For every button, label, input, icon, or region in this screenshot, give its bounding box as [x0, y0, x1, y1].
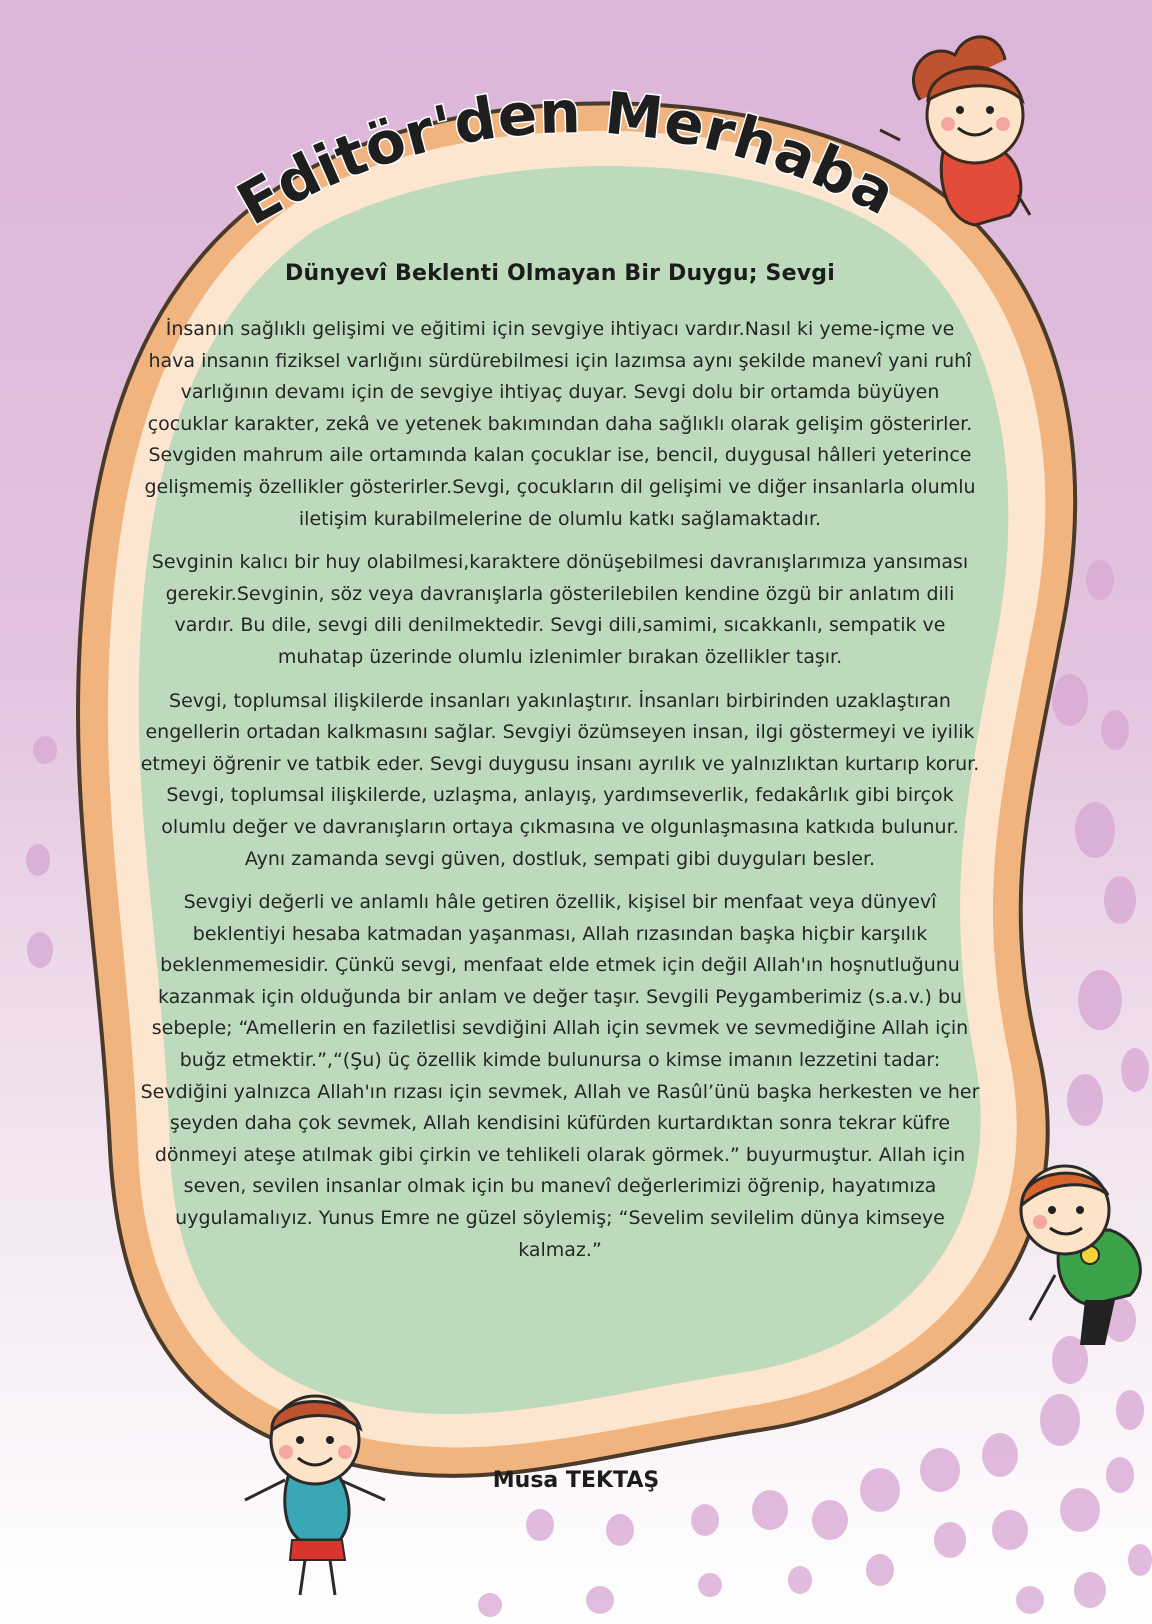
svg-text:Editör'den Merhaba — [226, 78, 907, 238]
article-subtitle: Dünyevî Beklenti Olmayan Bir Duygu; Sevgi — [285, 261, 835, 286]
article-paragraph: İnsanın sağlıklı gelişimi ve eğitimi için sevgiye ihtiyacı vardır.Nasıl ki yeme-içme ve hava insanın fiziksel varlığını sürdürebilmesi için lazımsa aynı şekilde manevî yani ruhî varlığının devamı için de sevgiye ihtiyaç duyar. Sevgi dolu bir ortamda büyüyen çocuklar karakter, zekâ ve yetenek bakımından daha sağlıklı olarak gelişim gösterirler. Sevgiden mahrum aile ortamında kalan çocuklar ise, bencil, duygusal hâlleri yeterince gelişmemiş özellikler gösterirler.Sevgi, çocukların dil gelişimi ve diğer insanlarla olumlu iletişim kurabilmelerine de olumlu katkı sağlamaktadır. — [144, 318, 976, 530]
article-paragraph: Sevgi, toplumsal ilişkilerde insanları yakınlaştırır. İnsanları birbirinden uzaklaştıran engellerin ortadan kalkmasını sağlar. Sevgiyi özümseyen insan, ilgi göstermeyi ve iyilik etmeyi öğrenir ve tatbik eder. Sevgi duygusu insanı ayrılık ve yalnızlıktan kurtarıp korur. Sevgi, toplumsal ilişkilerde, uzlaşma, anlayış, yardımseverlik, fedakârlık gibi birçok olumlu değer ve davranışların ortaya çıkmasına ve olgunlaşmasına katkıda bulunur. Aynı zamanda sevgi güven, dostluk, sempati gibi duyguları besler. — [140, 689, 980, 870]
article — [140, 255, 980, 1278]
article-paragraph: Sevgiyi değerli ve anlamlı hâle getiren özellik, kişisel bir menfaat veya dünyevî beklentiyi hesaba katmadan yaşanması, Allah rızasından başka hiçbir karşılık beklenmemesidir. Çünkü sevgi, menfaat elde etmek için değil Allah'ın hoşnutluğunu kazanmak için olduğunda bir anlam ve değer taşır. Sevgili Peygamberimiz (s.a.v.) bu sebeple; “Amellerin en faziletlisi sevdiğini Allah için sevmek ve sevmediğine Allah için buğz etmektir.”,“(Şu) üç özellik kimde bulunursa o kimse imanın lezzetini tadar: Sevdiğini yalnızca Allah'ın rızası için sevmek, Allah ve Rasûl’ünü başka herkesten ve her şeyden daha çok sevmek, Allah kendisini küfürden kurtardıktan sonra tekrar küfre dönmeyi ateşe atılmak gibi çirkin ve tehlikeli olarak görmek.” buyurmuştur. Allah için seven, sevilen insanlar olmak için bu manevî değerlerimizi öğrenip, hayatımıza uygulamalıyız. Yunus Emre ne güzel söylemiş; “Sevelim sevilelim dünya kimseye kalmaz.” — [140, 891, 980, 1261]
author-name: Musa TEKTAŞ — [492, 1468, 660, 1493]
article-paragraph: Sevginin kalıcı bir huy olabilmesi,karaktere dönüşebilmesi davranışlarımıza yansıması gerekir.Sevginin, söz veya davranışlarla gösterilebilen kendine özgü bir anlatım dili vardır. Bu dile, sevgi dili denilmektedir. Sevgi dili,samimi, sıcakkanlı, sempatik ve muhatap üzerinde olumlu izlenimler bırakan özellikler taşır. — [151, 551, 969, 668]
page-title: Editör'den Merhaba — [226, 78, 907, 239]
